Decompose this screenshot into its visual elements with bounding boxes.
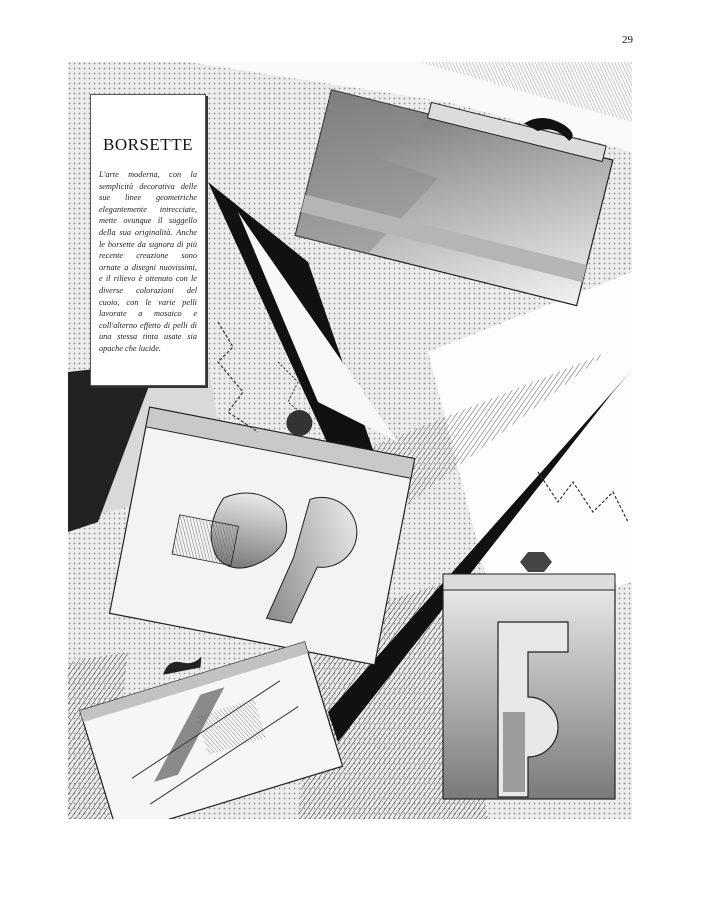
article-textbox	[90, 94, 206, 386]
article-title: BORSETTE	[103, 135, 193, 154]
handbag-bottom-right	[443, 552, 615, 799]
illustration-plate	[68, 62, 632, 819]
article-body: L'arte moderna, con la semplicità decorativa delle sue linee geometriche elegantemente intrecciate, mette ovunque il suggello della sua originalità. Anche le borsette da signora di più recente creazione sono ornate a disegni nuovissimi, e il rilievo è ottenuto con le diverse colorazioni del cuoio, con le varie pelli lavorate a mosaico e coll'alterno effetto di pelli di una stessa tinta usate sia opache che lucide.	[99, 170, 197, 353]
page-number: 29	[622, 34, 633, 46]
